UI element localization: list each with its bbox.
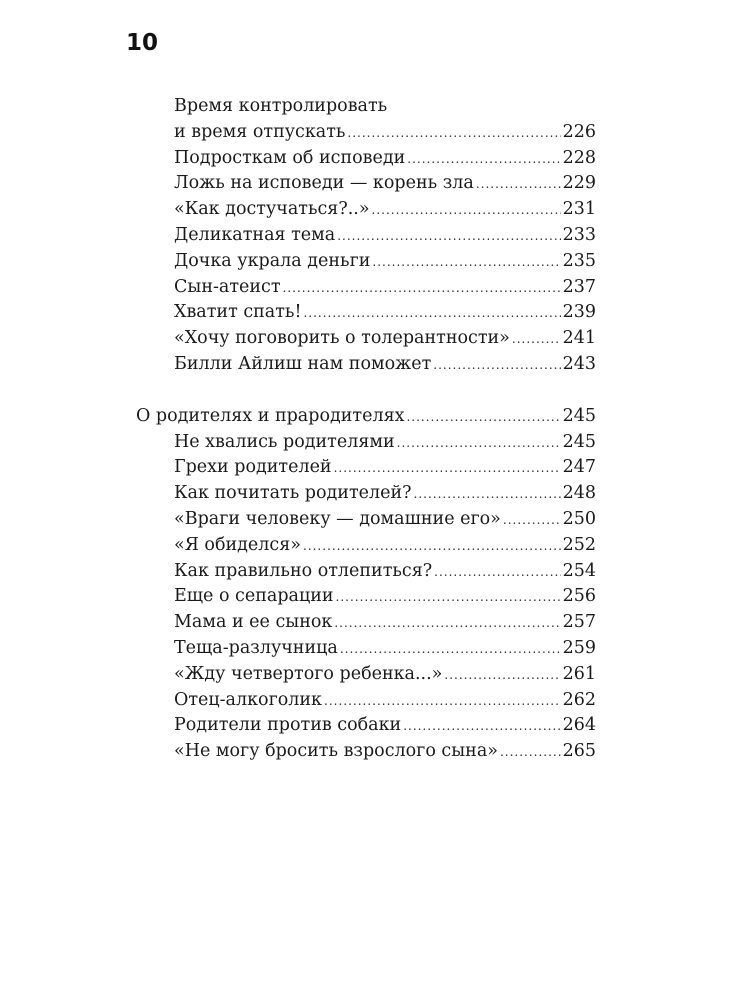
toc-entry-page: 231 [562,199,596,220]
toc-section-heading[interactable] [136,404,596,430]
toc-entry-title: Деликатная тема [174,224,336,245]
toc-entry[interactable] [136,249,596,275]
toc-entry-title: Как правильно отлепиться? [174,560,433,581]
toc-entry[interactable] [136,713,596,739]
toc-entry-page: 247 [562,457,596,478]
toc-entry[interactable] [136,481,596,507]
toc-entry[interactable] [136,430,596,456]
toc-entry-page: 228 [562,147,596,168]
toc-entry-title: Время контролировать [174,96,388,116]
toc-section-page: 245 [562,405,596,426]
toc-entry-page: 256 [562,586,596,607]
toc-entry-page: 235 [562,250,596,271]
toc-entry[interactable] [136,610,596,636]
toc-entry-title: «Жду четвертого ребенка...» [174,663,443,684]
toc-entry-title: и время отпускать [174,121,346,142]
toc-entry-title: «Я обиделся» [174,534,301,555]
toc-entry-page: 252 [562,534,596,555]
dot-leader [407,147,560,173]
toc-entry[interactable] [136,94,596,120]
toc-group-1 [136,94,596,378]
toc-entry-page: 233 [562,224,596,245]
toc-entry-page: 245 [562,431,596,452]
section-gap [136,378,596,404]
toc-entry-title: Сын-атеист [174,276,281,297]
toc-entry-page: 226 [562,121,596,142]
toc-entry-page: 239 [562,302,596,323]
toc-entry[interactable] [136,662,596,688]
toc-entry[interactable] [136,197,596,223]
toc-entry-page: 250 [562,508,596,529]
page-number: 10 [126,30,159,56]
toc-entry[interactable] [136,739,596,765]
toc-entry-page: 243 [562,353,596,374]
toc-entry-title: Теща-разлучница [174,637,338,658]
dot-leader [372,198,561,224]
toc-entry-title: Как почитать родителей? [174,483,412,504]
dot-leader [397,431,561,457]
dot-leader [324,689,561,715]
dot-leader [444,663,560,689]
dot-leader [434,560,560,586]
toc-group-2 [136,430,596,765]
toc-entry-title: Ложь на исповеди — корень зла [174,173,474,194]
dot-leader [512,327,561,353]
toc-entry-title: «Хочу поговорить о толерантности» [174,328,510,349]
toc-entry-title: Отец-алкоголик [174,689,322,710]
toc-entry[interactable] [136,275,596,301]
dot-leader [476,172,561,198]
toc-entry[interactable] [136,352,596,378]
dot-leader [334,456,561,482]
toc-entry[interactable] [136,507,596,533]
dot-leader [500,740,561,766]
toc-entry-page: 229 [562,173,596,194]
table-of-contents [136,94,596,765]
toc-entry-title: Билли Айлиш нам поможет [174,353,432,374]
toc-entry[interactable] [136,326,596,352]
toc-entry-page: 261 [562,663,596,684]
dot-leader [303,534,561,560]
toc-entry-title: Грехи родителей [174,457,332,478]
toc-entry-title: «Не могу бросить взрослого сына» [174,741,498,762]
toc-entry-title: «Враги человеку — домашние его» [174,508,501,529]
toc-entry-page: 254 [562,560,596,581]
dot-leader [403,714,560,740]
dot-leader [303,301,560,327]
toc-entry[interactable] [136,636,596,662]
toc-entry[interactable] [136,120,596,146]
toc-entry[interactable] [136,533,596,559]
toc-entry-page: 257 [562,612,596,633]
toc-entry-title: Хватит спать! [174,302,302,323]
dot-leader [283,276,561,302]
dot-leader [340,637,561,663]
toc-entry[interactable] [136,559,596,585]
dot-leader [334,611,560,637]
toc-entry-title: Родители против собаки [174,715,402,736]
toc-entry-page: 259 [562,637,596,658]
toc-entry-page: 265 [562,741,596,762]
toc-entry[interactable] [136,584,596,610]
toc-entry-title: Не хвались родителями [174,431,395,452]
toc-entry[interactable] [136,223,596,249]
dot-leader [503,508,561,534]
toc-entry-page: 241 [562,328,596,349]
dot-leader [372,250,560,276]
toc-entry-page: 262 [562,689,596,710]
dot-leader [336,585,561,611]
toc-entry-title: Мама и ее сынок [174,612,333,633]
toc-entry-page: 248 [562,483,596,504]
toc-entry-title: Еще о сепарации [174,586,334,607]
toc-entry[interactable] [136,171,596,197]
toc-entry-page: 264 [562,715,596,736]
toc-entry[interactable] [136,146,596,172]
dot-leader [406,405,560,431]
toc-entry[interactable] [136,688,596,714]
toc-section-title: О родителях и прародителях [136,405,405,426]
toc-entry-title: «Как достучаться?..» [174,199,370,220]
toc-entry-title: Дочка украла деньги [174,250,371,271]
toc-entry-title: Подросткам об исповеди [174,147,406,168]
dot-leader [414,482,561,508]
toc-entry[interactable] [136,455,596,481]
dot-leader [433,353,560,379]
dot-leader [347,121,560,147]
toc-entry-page: 237 [562,276,596,297]
toc-entry[interactable] [136,300,596,326]
dot-leader [337,224,560,250]
